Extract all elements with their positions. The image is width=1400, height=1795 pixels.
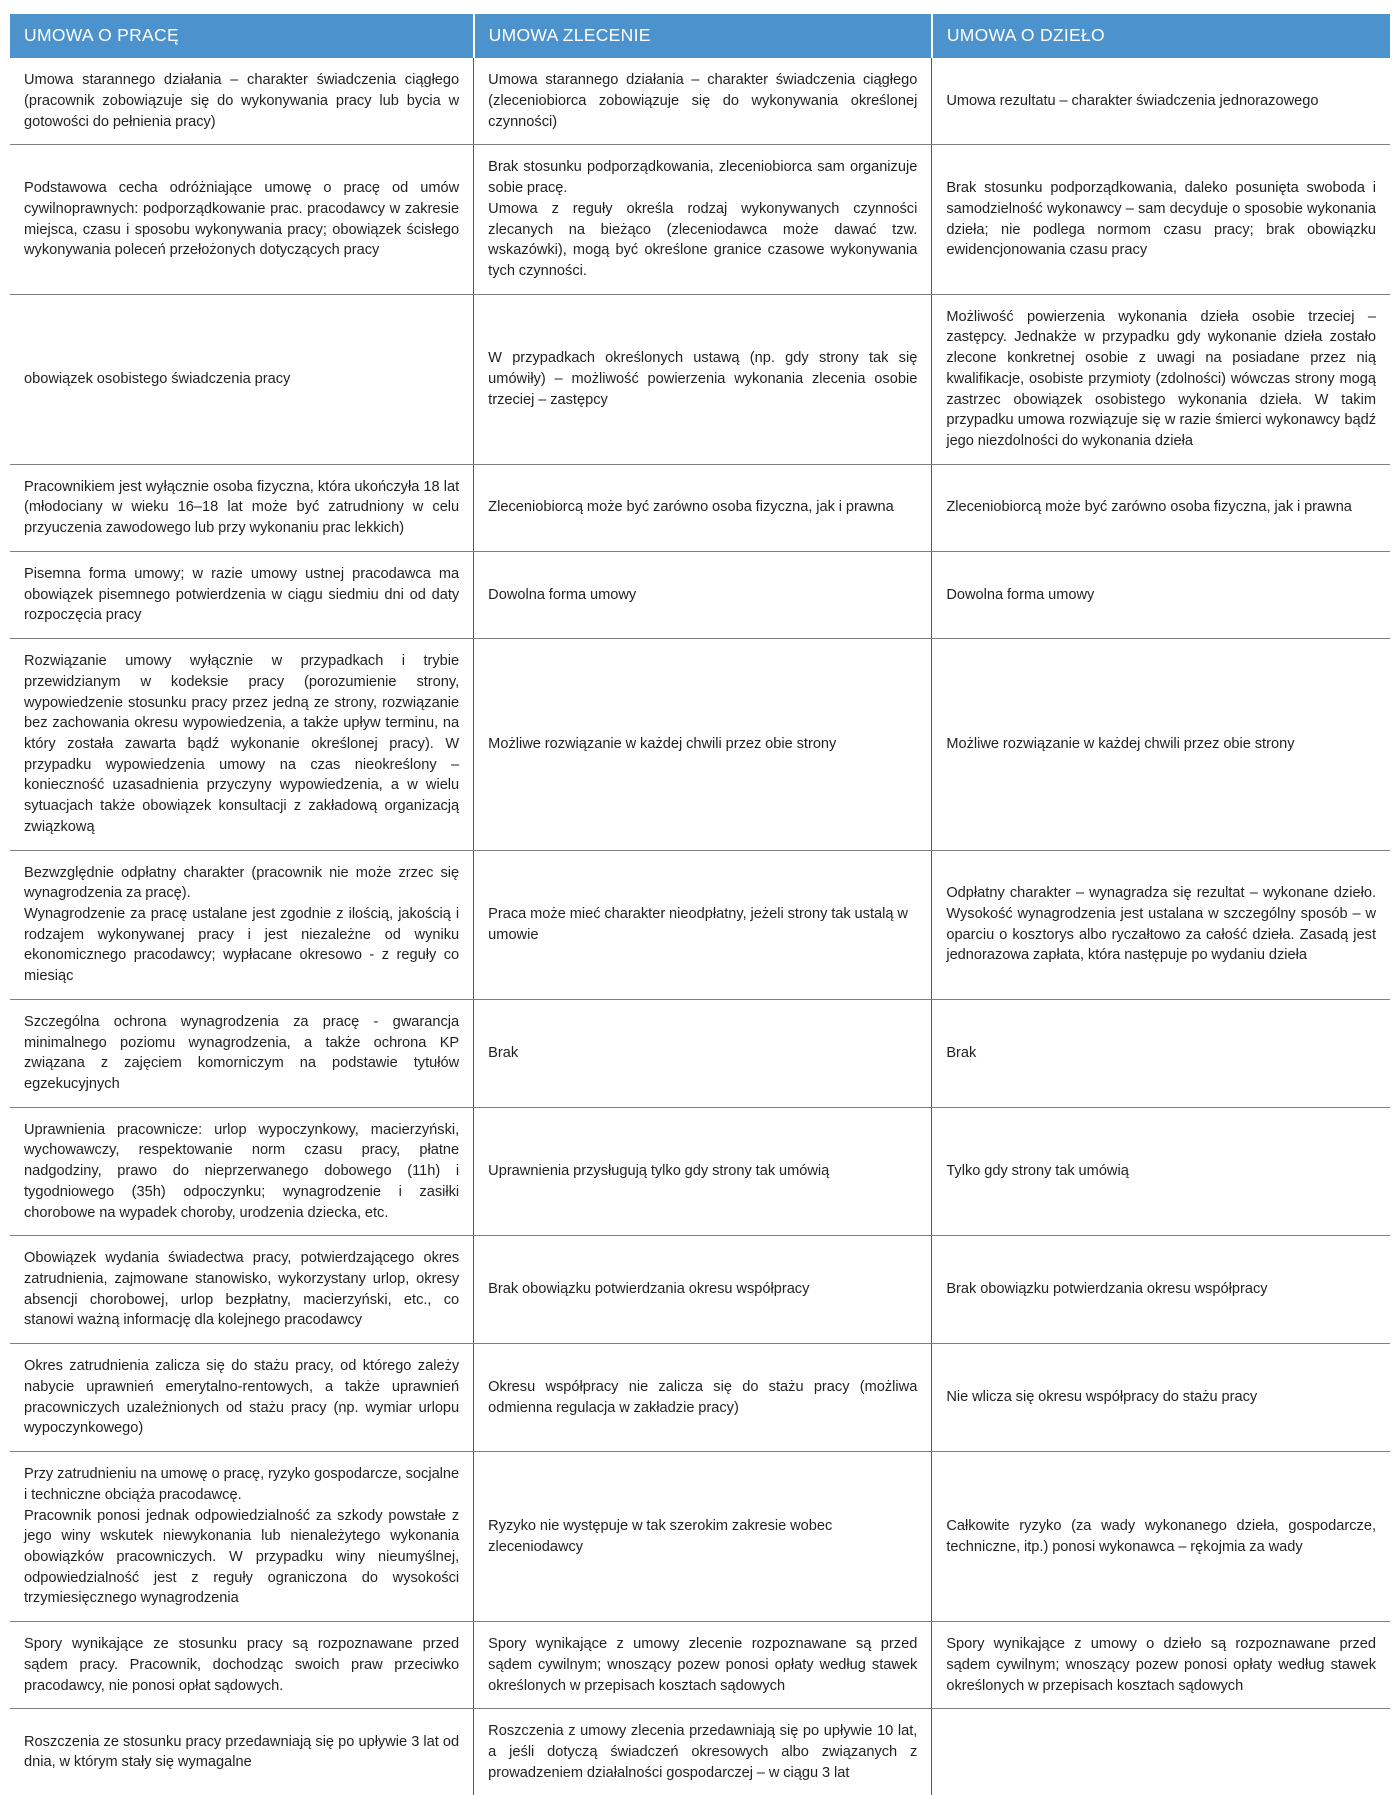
cell-paragraph: Pracownik ponosi jednak odpowiedzialność za szkody powstałe z jego winy wskutek niewykonania lub nienależytego wykonania obowiązków pracowniczych. W przypadku winy nieumyślnej, odpowiedzialność jest z reguły ograniczona do wysokości trzymiesięcznego wynagrodzenia xyxy=(24,1507,460,1607)
cell-paragraph: Umowa z reguły określa rodzaj wykonywanych czynności zlecanych na bieżąco (zleceniodawca może dawać tzw. wskazówki), mogą być określone granice czasowe wykonywania tych czynności. xyxy=(488,200,918,279)
table-cell-umowa_o_dzielo xyxy=(932,1236,1390,1344)
cell-paragraph: Brak xyxy=(488,1044,519,1061)
table-row xyxy=(10,999,1390,1107)
table-cell-umowa_o_dzielo xyxy=(932,1344,1390,1452)
table-cell-umowa_zlecenie xyxy=(474,1107,932,1236)
cell-paragraph: Zleceniobiorcą może być zarówno osoba fizyczna, jak i prawna xyxy=(488,499,894,516)
table-cell-umowa_o_dzielo xyxy=(932,294,1390,464)
contract-comparison-table xyxy=(10,14,1390,1795)
cell-paragraph: Umowa starannego działania – charakter świadczenia ciągłego (pracownik zobowiązuje się do wykonywania pracy lub bycia w gotowości do pełnienia pracy) xyxy=(24,72,460,130)
table-cell-umowa_o_prace xyxy=(10,145,474,294)
table-cell-umowa_zlecenie xyxy=(474,145,932,294)
table-cell-umowa_o_prace xyxy=(10,551,474,638)
cell-paragraph: Umowa starannego działania – charakter świadczenia ciągłego (zleceniobiorca zobowiązuje się do wykonywania określonej czynności) xyxy=(488,72,918,130)
table-cell-umowa_zlecenie xyxy=(474,294,932,464)
table-row xyxy=(10,1236,1390,1344)
table-cell-umowa_zlecenie xyxy=(474,999,932,1107)
table-row xyxy=(10,145,1390,294)
table-body xyxy=(10,58,1390,1795)
cell-paragraph: Możliwe rozwiązanie w każdej chwili przez obie strony xyxy=(946,735,1295,752)
table-row xyxy=(10,1452,1390,1622)
table-cell-umowa_o_prace xyxy=(10,58,474,145)
table-cell-umowa_zlecenie xyxy=(474,58,932,145)
cell-paragraph: Dowolna forma umowy xyxy=(488,586,637,603)
cell-paragraph: Roszczenia z umowy zlecenia przedawniają się po upływie 10 lat, a jeśli dotyczą świadczeń okresowych albo związanych z prowadzeniem działalności gospodarczej – w ciągu 3 lat xyxy=(488,1723,918,1781)
cell-paragraph: Możliwość powierzenia wykonania dzieła osobie trzeciej – zastępcy. Jednakże w przypadku gdy wykonanie dzieła zostało zlecone konkretnej osobie z uwagi na posiadane przez nią kwalifikacje, osobiste przymioty (zdolności) wówczas strony mogą zastrzec obowiązek osobistego wykonania dzieła. W takim przypadku umowa rozwiązuje się w razie śmierci wykonawcy bądź jego niezdolności do wykonania dzieła xyxy=(946,308,1376,450)
cell-paragraph: Tylko gdy strony tak umówią xyxy=(946,1163,1129,1180)
table-row xyxy=(10,551,1390,638)
table-cell-umowa_o_prace xyxy=(10,1236,474,1344)
table-row xyxy=(10,639,1390,850)
cell-paragraph: Pracownikiem jest wyłącznie osoba fizyczna, która ukończyła 18 lat (młodociany w wieku 16–18 lat może być zatrudniony w celu przyuczenia zawodowego lub przy wykonaniu prac lekkich) xyxy=(24,478,460,537)
table-row xyxy=(10,294,1390,464)
cell-paragraph: Wynagrodzenie za pracę ustalane jest zgodnie z ilością, jakością i rodzajem wykonywanej pracy i jest niezależne od wyniku ekonomicznego pracodawcy; wypłacane okresowo - z reguły co miesiąc xyxy=(24,905,460,985)
table-row xyxy=(10,1344,1390,1452)
cell-paragraph: Pisemna forma umowy; w razie umowy ustnej pracodawca ma obowiązek pisemnego potwierdzenia w ciągu siedmiu dni od daty rozpoczęcia pracy xyxy=(24,565,460,624)
table-cell-umowa_zlecenie xyxy=(474,1344,932,1452)
cell-paragraph: Okres zatrudnienia zalicza się do stażu pracy, od którego zależy nabycie uprawnień emerytalno-rentowych, a także uprawnień pracowniczych uzależnionych od stażu pracy (np. wymiar urlopu wypoczynkowego) xyxy=(24,1358,460,1437)
cell-paragraph: Brak obowiązku potwierdzania okresu współpracy xyxy=(488,1281,810,1298)
table-row xyxy=(10,1107,1390,1236)
table-cell-umowa_o_prace xyxy=(10,1344,474,1452)
table-cell-umowa_o_dzielo xyxy=(932,1622,1390,1709)
table-cell-umowa_o_prace xyxy=(10,1452,474,1622)
cell-paragraph: Brak xyxy=(946,1044,977,1061)
table-cell-umowa_o_dzielo xyxy=(932,1709,1390,1795)
table-cell-umowa_o_dzielo xyxy=(932,639,1390,850)
table-cell-umowa_o_dzielo xyxy=(932,58,1390,145)
column-header-umowa-zlecenie: UMOWA ZLECENIE xyxy=(474,14,932,58)
cell-paragraph: Odpłatny charakter – wynagradza się rezultat – wykonane dzieło. Wysokość wynagrodzenia jest ustalana w szczególny sposób – w oparciu o kosztorys albo ryczałtowo za całość dzieła. Zasadą jest jednorazowa zapłata, która następuje po wydaniu dzieła xyxy=(946,885,1376,964)
cell-paragraph: Dowolna forma umowy xyxy=(946,586,1095,603)
cell-paragraph: Brak obowiązku potwierdzania okresu współpracy xyxy=(946,1281,1268,1298)
table-cell-umowa_zlecenie xyxy=(474,1236,932,1344)
table-cell-umowa_o_prace xyxy=(10,639,474,850)
column-header-umowa-o-dzielo: UMOWA O DZIEŁO xyxy=(932,14,1390,58)
table-row xyxy=(10,464,1390,551)
table-row xyxy=(10,850,1390,999)
table-cell-umowa_o_dzielo xyxy=(932,999,1390,1107)
cell-paragraph: Spory wynikające z umowy zlecenie rozpoznawane są przed sądem cywilnym; wnoszący pozew ponosi opłaty według stawek określonych w przepisach kosztach sądowych xyxy=(488,1636,918,1694)
cell-paragraph: Uprawnienia przysługują tylko gdy strony tak umówią xyxy=(488,1163,830,1180)
cell-paragraph: Spory wynikające z umowy o dzieło są rozpoznawane przed sądem cywilnym; wnoszący pozew ponosi opłaty według stawek określonych w przepisach kosztach sądowych xyxy=(946,1636,1376,1694)
table-cell-umowa_o_prace xyxy=(10,294,474,464)
table-cell-umowa_zlecenie xyxy=(474,639,932,850)
cell-paragraph: Podstawowa cecha odróżniające umowę o pracę od umów cywilnoprawnych: podporządkowanie prac. pracodawcy w zakresie miejsca, czasu i sposobu wykonywania pracy; obowiązek ścisłego wykonywania poleceń przełożonych dotyczących pracy xyxy=(24,180,460,259)
cell-paragraph: Brak stosunku podporządkowania, zleceniobiorca sam organizuje sobie pracę. xyxy=(488,159,918,197)
table-cell-umowa_o_dzielo xyxy=(932,1107,1390,1236)
cell-paragraph: Szczególna ochrona wynagrodzenia za pracę - gwarancja minimalnego poziomu wynagrodzenia, a także ochrona KP związana z zajęciem komorniczym na podstawie tytułów egzekucyjnych xyxy=(24,1013,460,1092)
cell-paragraph: Ryzyko nie występuje w tak szerokim zakresie wobec zleceniodawcy xyxy=(488,1517,833,1555)
cell-paragraph: Roszczenia ze stosunku pracy przedawniają się po upływie 3 lat od dnia, w którym stały się wymagalne xyxy=(24,1733,460,1771)
cell-paragraph: Zleceniobiorcą może być zarówno osoba fizyczna, jak i prawna xyxy=(946,499,1352,516)
header-row xyxy=(10,14,1390,58)
table-cell-umowa_o_prace xyxy=(10,464,474,551)
table-row xyxy=(10,1709,1390,1795)
table-cell-umowa_o_prace xyxy=(10,1709,474,1795)
table-cell-umowa_zlecenie xyxy=(474,464,932,551)
cell-paragraph: Możliwe rozwiązanie w każdej chwili przez obie strony xyxy=(488,735,837,752)
table-cell-umowa_o_dzielo xyxy=(932,850,1390,999)
table-cell-umowa_o_prace xyxy=(10,850,474,999)
cell-paragraph: Okresu współpracy nie zalicza się do stażu pracy (możliwa odmienna regulacja w zakładzie pracy) xyxy=(488,1378,918,1416)
table-cell-umowa_o_dzielo xyxy=(932,551,1390,638)
table-cell-umowa_o_prace xyxy=(10,999,474,1107)
table-cell-umowa_zlecenie xyxy=(474,1622,932,1709)
cell-paragraph: Przy zatrudnieniu na umowę o pracę, ryzyko gospodarcze, socjalne i techniczne obciąża pracodawcę. xyxy=(24,1466,460,1503)
cell-paragraph: Całkowite ryzyko (za wady wykonanego dzieła, gospodarcze, techniczne, itp.) ponosi wykonawca – rękojmia za wady xyxy=(946,1517,1376,1555)
cell-paragraph: Umowa rezultatu – charakter świadczenia jednorazowego xyxy=(946,92,1319,109)
table-cell-umowa_o_prace xyxy=(10,1107,474,1236)
table-cell-umowa_zlecenie xyxy=(474,551,932,638)
table-cell-umowa_o_dzielo xyxy=(932,464,1390,551)
table-cell-umowa_o_prace xyxy=(10,1622,474,1709)
cell-paragraph: obowiązek osobistego świadczenia pracy xyxy=(24,370,291,387)
cell-paragraph: Praca może mieć charakter nieodpłatny, jeżeli strony tak ustalą w umowie xyxy=(488,905,908,943)
cell-paragraph: Nie wlicza się okresu współpracy do stażu pracy xyxy=(946,1389,1258,1406)
table-row xyxy=(10,58,1390,145)
cell-paragraph: W przypadkach określonych ustawą (np. gdy strony tak się umówiły) – możliwość powierzenia wykonania zlecenia osobie trzeciej – zastępcy xyxy=(488,350,918,408)
cell-paragraph: Rozwiązanie umowy wyłącznie w przypadkach i trybie przewidzianym w kodeksie pracy (porozumienie strony, wypowiedzenie stosunku pracy przez jedną ze strony, rozwiązanie bez zachowania okresu wypowiedzenia, a także upływ terminu, na który została zawarta bądź wykonanie określonej pracy). W przypadku wypowiedzenia umowy na czas nieokreślony – konieczność uzasadnienia przyczyny wypowiedzenia, a w wielu sytuacjach także obowiązek konsultacji z zakładową organizacją związkową xyxy=(24,653,460,835)
table-cell-umowa_o_dzielo xyxy=(932,145,1390,294)
table-cell-umowa_zlecenie xyxy=(474,1452,932,1622)
table-header xyxy=(10,14,1390,58)
cell-paragraph: Bezwzględnie odpłatny charakter (pracownik nie może zrzec się wynagrodzenia za pracę). xyxy=(24,864,460,902)
cell-paragraph: Obowiązek wydania świadectwa pracy, potwierdzającego okres zatrudnienia, zajmowane stanowisko, wykorzystany urlop, okresy absencji chorobowej, urlop bezpłatny, macierzyński, etc., co stanowi ważną informację dla kolejnego pracodawcy xyxy=(24,1250,460,1329)
table-cell-umowa_o_dzielo xyxy=(932,1452,1390,1622)
column-header-umowa-o-prace: UMOWA O PRACĘ xyxy=(10,14,474,58)
table-cell-umowa_zlecenie xyxy=(474,1709,932,1795)
table-cell-umowa_zlecenie xyxy=(474,850,932,999)
cell-paragraph: Uprawnienia pracownicze: urlop wypoczynkowy, macierzyński, wychowawczy, respektowanie norm czasu pracy, płatne nadgodziny, prawo do nieprzerwanego dobowego (11h) i tygodniowego (35h) odpoczynku; wynagrodzenie i zasiłki chorobowe na wypadek choroby, urodzenia dziecka, etc. xyxy=(24,1121,460,1221)
cell-paragraph: Spory wynikające ze stosunku pracy są rozpoznawane przed sądem pracy. Pracownik, dochodząc swoich praw przeciwko pracodawcy, nie ponosi opłat sądowych. xyxy=(24,1636,460,1694)
table-row xyxy=(10,1622,1390,1709)
cell-paragraph: Brak stosunku podporządkowania, daleko posunięta swoboda i samodzielność wykonawcy – sam decyduje o sposobie wykonania dzieła; nie podlega normom czasu pracy; brak obowiązku ewidencjonowania czasu pracy xyxy=(946,180,1376,259)
